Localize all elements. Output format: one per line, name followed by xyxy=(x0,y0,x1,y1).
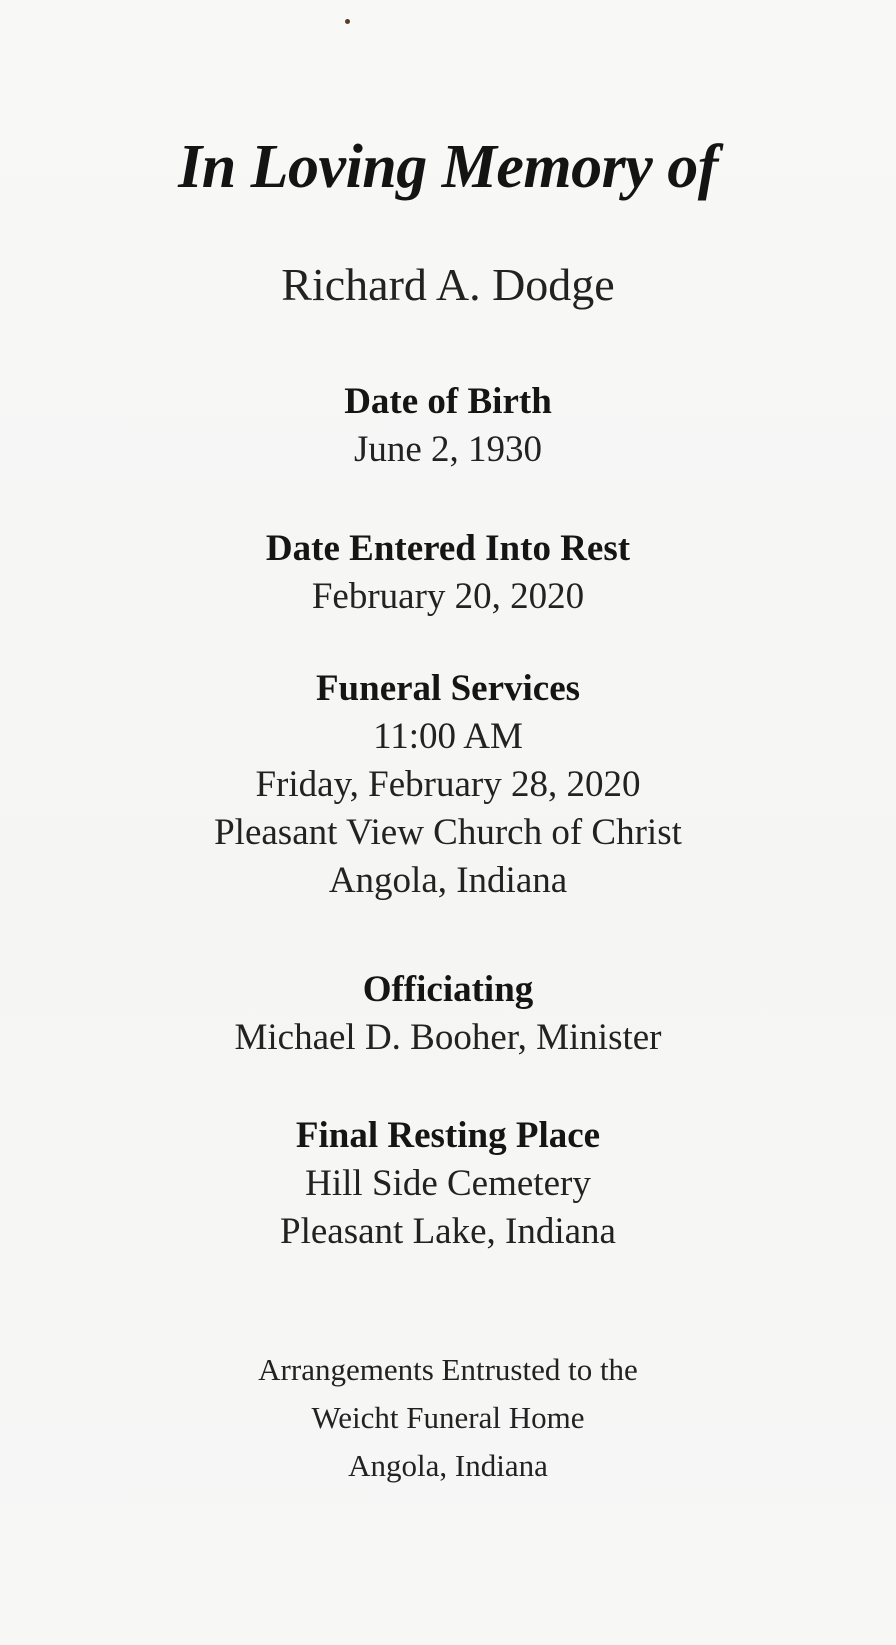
cemetery-location: Pleasant Lake, Indiana xyxy=(280,1211,616,1252)
funeral-home-location: Angola, Indiana xyxy=(348,1448,548,1483)
service-location: Angola, Indiana xyxy=(328,860,568,901)
section-heading: Officiating xyxy=(362,969,534,1010)
deceased-name: Richard A. Dodge xyxy=(281,259,615,310)
birth-date: June 2, 1930 xyxy=(353,429,543,470)
section-heading: Date of Birth xyxy=(344,381,552,422)
cemetery-name: Hill Side Cemetery xyxy=(305,1163,591,1204)
section-heading: Funeral Services xyxy=(315,668,581,709)
service-time: 11:00 AM xyxy=(373,716,523,757)
section-officiating xyxy=(0,966,896,1062)
arrangements-line: Arrangements Entrusted to the xyxy=(258,1352,638,1387)
arrangements-footer xyxy=(0,1346,896,1490)
section-final-resting-place xyxy=(0,1112,896,1256)
funeral-home-name: Weicht Funeral Home xyxy=(311,1400,585,1435)
section-date-entered-into-rest xyxy=(0,525,896,621)
officiant: Michael D. Booher, Minister xyxy=(234,1017,662,1058)
section-date-of-birth xyxy=(0,378,896,474)
paper-speck xyxy=(345,19,350,24)
service-date: Friday, February 28, 2020 xyxy=(255,764,641,805)
death-date: February 20, 2020 xyxy=(311,576,585,617)
section-heading: Date Entered Into Rest xyxy=(265,528,631,569)
section-funeral-services xyxy=(0,665,896,905)
section-heading: Final Resting Place xyxy=(295,1115,601,1156)
memorial-title: In Loving Memory of xyxy=(178,133,718,201)
service-church: Pleasant View Church of Christ xyxy=(214,812,682,853)
